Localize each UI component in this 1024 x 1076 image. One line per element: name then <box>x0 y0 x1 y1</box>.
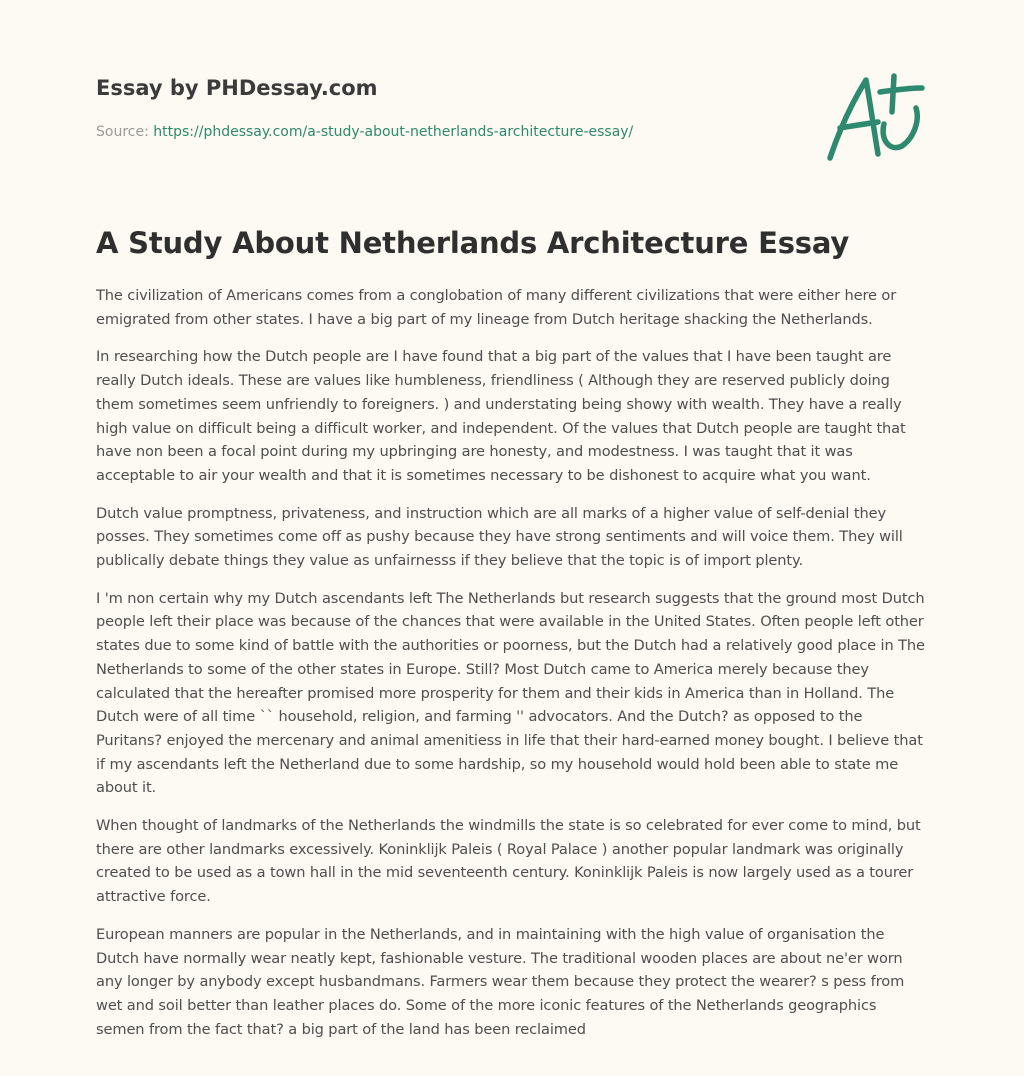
essay-paragraph: I 'm non certain why my Dutch ascendants left The Netherlands but research suggests that the ground most Dutch people left their place was because of the chances that were available in the United States. Often people left other states due to some kind of battle with the authorities or poorness, but the Dutch had a relatively good place in The Netherlands to some of the other states in Europe. Still? Most Dutch came to America merely because they calculated that the hereafter promised more prosperity for them and their kids in America than in Holland. The Dutch were of all time `` household, religion, and farming '' advocators. And the Dutch? as opposed to the Puritans? enjoyed the mercenary and animal amenitiess in life that their hard-earned money bought. I believe that if my ascendants left the Netherland due to some hardship, so my household would hold been able to state me about it. <box>96 589 925 797</box>
source-label: Source: <box>96 124 149 140</box>
essay-body <box>96 284 928 1055</box>
essay-paragraph: In researching how the Dutch people are I have found that a big part of the values that I have been taught are really Dutch ideals. These are values like humbleness, friendliness ( Although they are reserved publicly doing them sometimes seem unfriendly to foreigners. ) and understating being showy with wealth. They have a really high value on difficult being a difficult worker, and independent. Of the values that Dutch people are taught that have non been a focal point during my upbringing are honesty, and modestness. I was taught that it was acceptable to air your wealth and that it is sometimes necessary to be dishonest to acquire what you want. <box>96 348 906 484</box>
a-plus-logo <box>818 66 930 166</box>
essay-paragraph: Dutch value promptness, privateness, and instruction which are all marks of a higher value of self-denial they posses. They sometimes come off as pushy because they have strong sentiments and will voice them. They will publically debate things they value as unfairnesss if they believe that the topic is of import plenty. <box>96 504 903 570</box>
essay-paragraph: The civilization of Americans comes from a conglobation of many different civilizations that were either here or emigrated from other states. I have a big part of my lineage from Dutch heritage shacking the Netherlands. <box>96 287 897 328</box>
a-plus-logo-icon <box>818 66 930 166</box>
essay-paragraph: When thought of landmarks of the Netherlands the windmills the state is so celebrated for ever come to mind, but there are other landmarks excessively. Koninklijk Paleis ( Royal Palace ) another popular landmark was originally created to be used as a town hall in the mid seventeenth century. Koninklijk Paleis is now largely used as a tourer attractive force. <box>96 817 921 906</box>
essay-title: A Study About Netherlands Architecture Essay <box>96 226 850 260</box>
site-title: Essay by PHDessay.com <box>96 76 378 100</box>
source-line <box>96 124 633 140</box>
essay-paragraph: European manners are popular in the Netherlands, and in maintaining with the high value of organisation the Dutch have normally wear neatly kept, fashionable vesture. The traditional wooden places are about ne'er worn any longer by anybody except husbandmans. Farmers wear them because they protect the wearer? s pess from wet and soil better than leather places do. Some of the more iconic features of the Netherlands geographics semen from the fact that? a big part of the land has been reclaimed <box>96 925 905 1038</box>
source-link[interactable]: https://phdessay.com/a-study-about-netherlands-architecture-essay/ <box>153 124 634 140</box>
